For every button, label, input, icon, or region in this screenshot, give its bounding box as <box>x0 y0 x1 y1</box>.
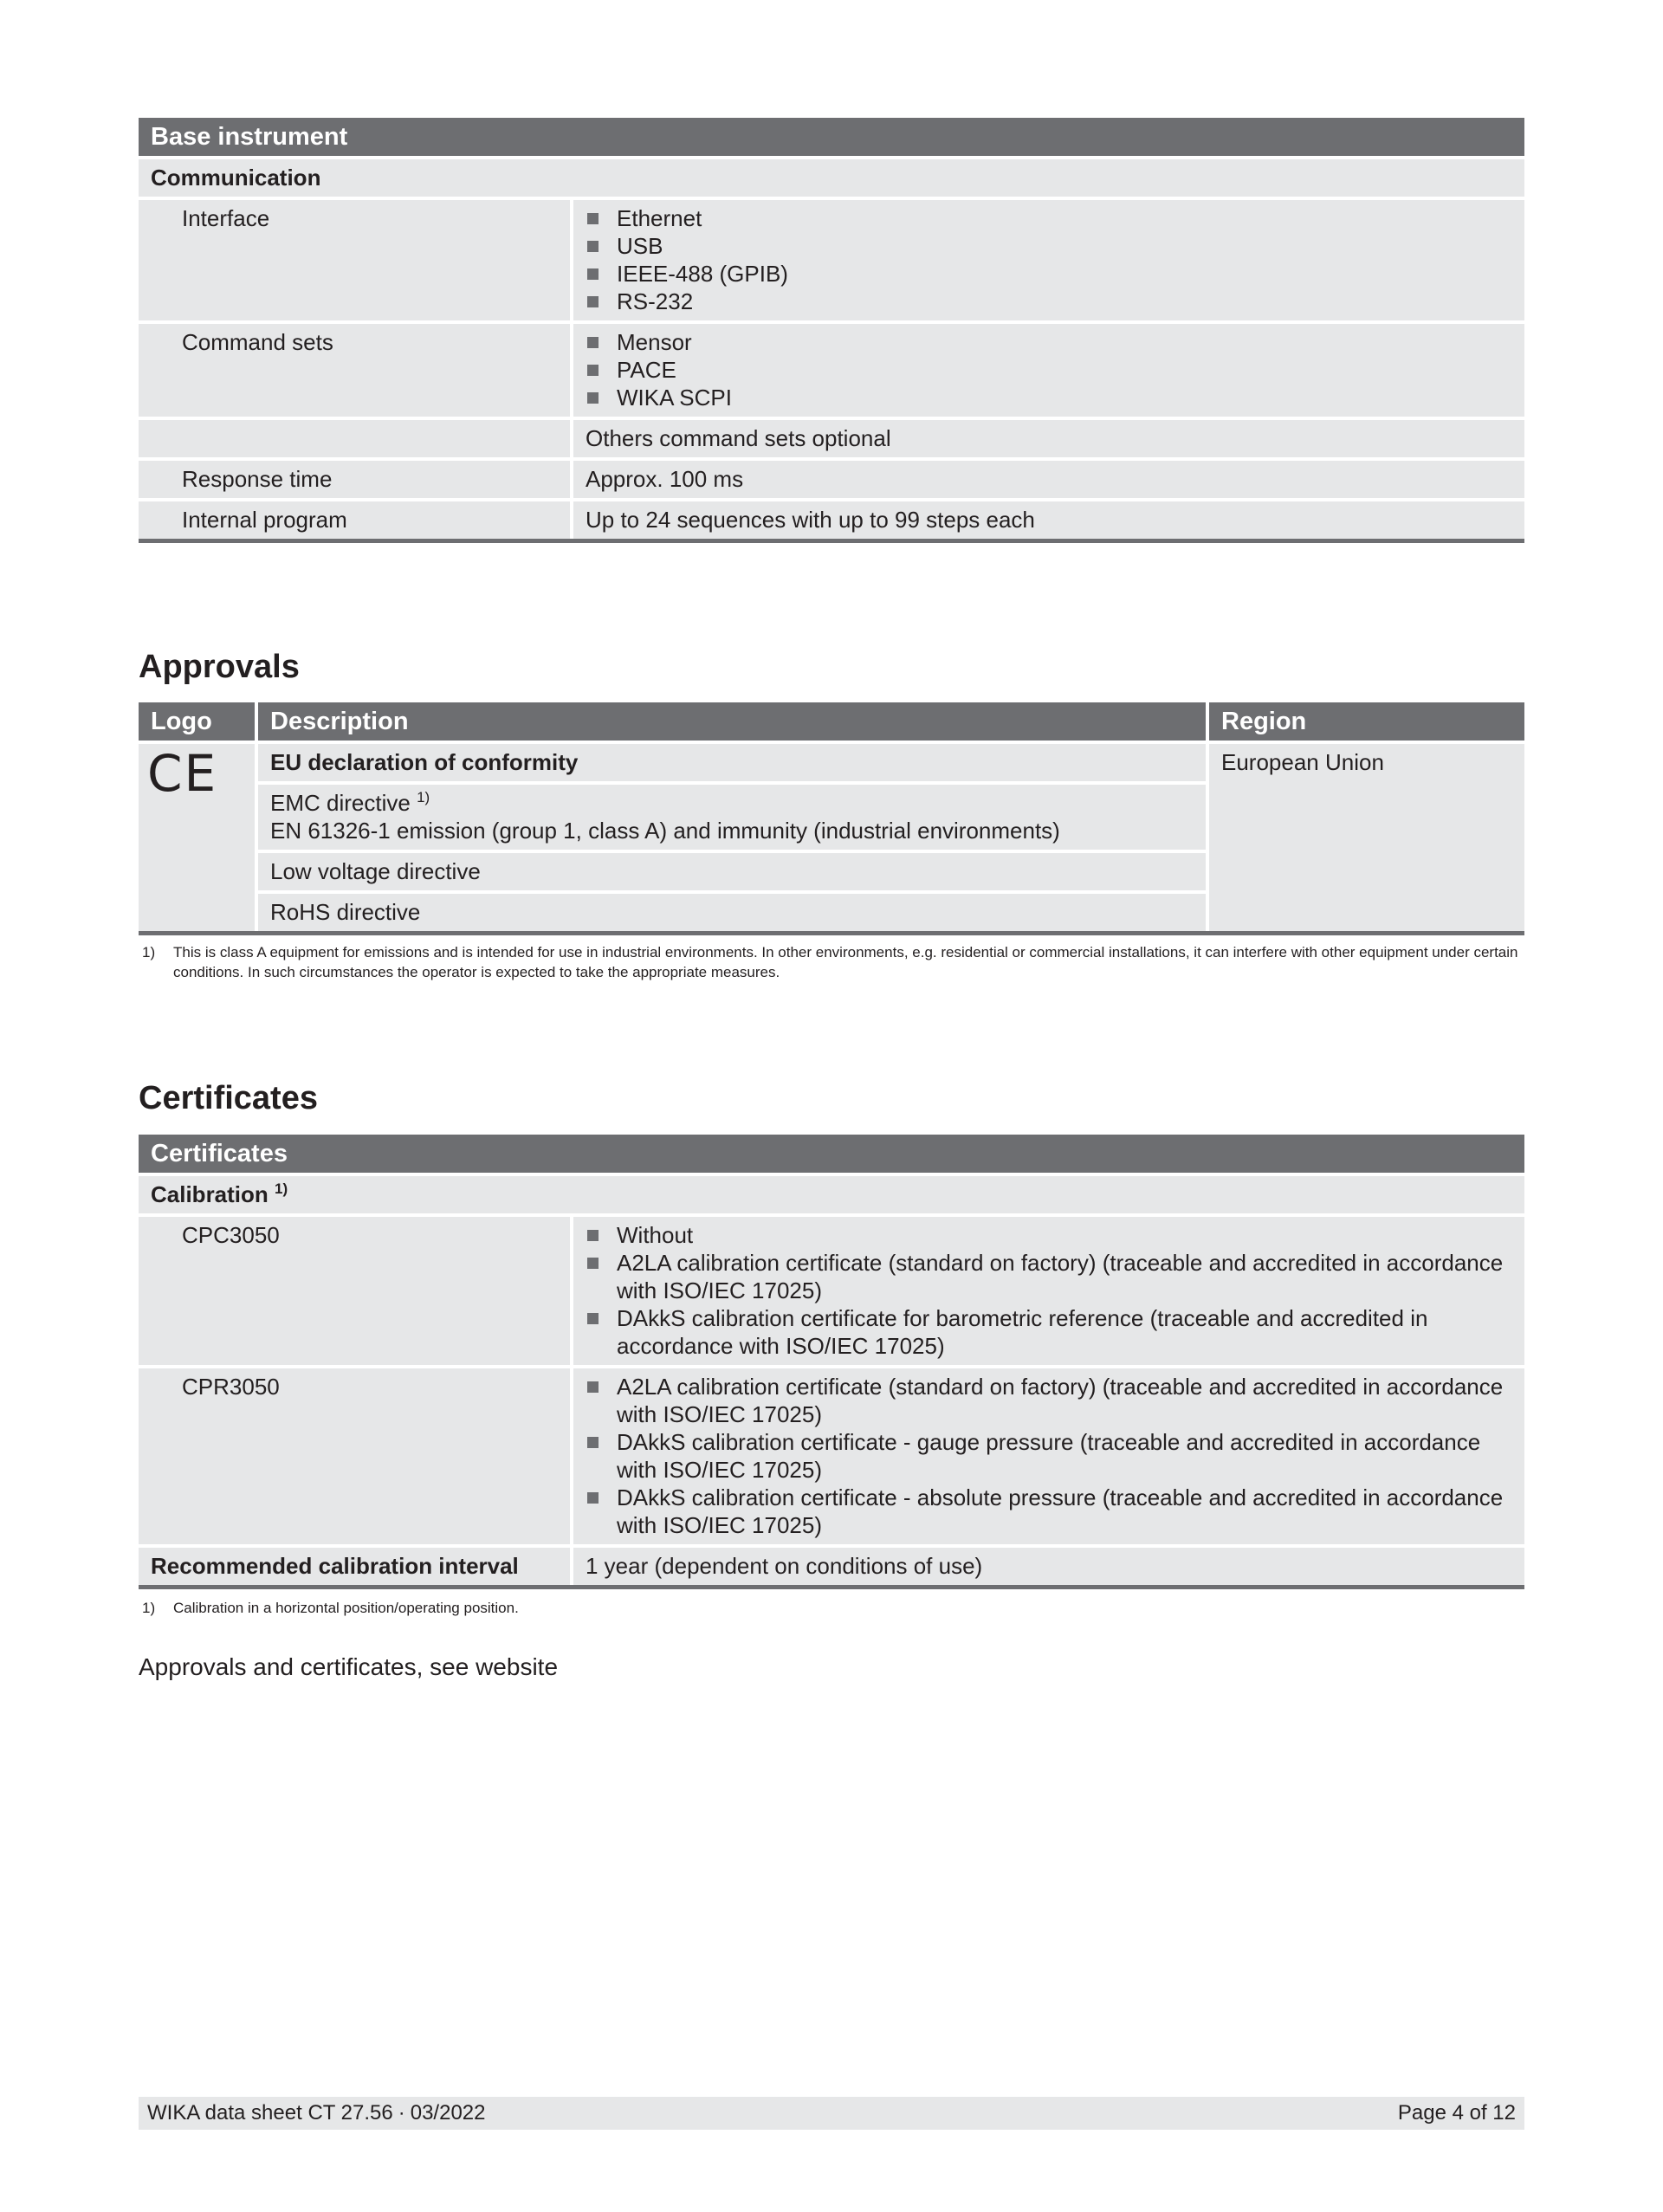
list-item: DAkkS calibration certificate - gauge pressure (traceable and accredited in accordance with ISO/IEC 17025) <box>586 1428 1512 1484</box>
emc-directive: EMC directive $^{1)}$ EN 61326-1 emission (group 1, class A) and immunity (industrial environments) <box>258 785 1206 850</box>
page-footer <box>139 2097 1524 2130</box>
list-item: RS-232 <box>586 288 1512 315</box>
interface-list <box>586 204 1512 315</box>
list-item: WIKA SCPI <box>586 384 1512 411</box>
list-item: IEEE-488 (GPIB) <box>586 260 1512 288</box>
table-row <box>139 1217 1524 1365</box>
table-row <box>139 1368 1524 1544</box>
table-row <box>139 1548 1524 1585</box>
table-header: Certificates <box>139 1135 1524 1173</box>
list-item: USB <box>586 232 1512 260</box>
row-label: Command sets <box>139 324 570 417</box>
list-item: Ethernet <box>586 204 1512 232</box>
table-subheader: Calibration $^{1)}$ <box>139 1176 1524 1213</box>
list-item: DAkkS calibration certificate - absolute pressure (traceable and accredited in accordance with ISO/IEC 17025) <box>586 1484 1512 1539</box>
row-value: Others command sets optional <box>573 420 1524 457</box>
table-row <box>139 501 1524 539</box>
desc-title: EU declaration of conformity <box>258 744 1206 781</box>
list-item: PACE <box>586 356 1512 384</box>
base-instrument-table <box>139 118 1524 543</box>
row-value: Approx. 100 ms <box>573 461 1524 498</box>
region-value: European Union <box>1209 744 1524 931</box>
rohs-directive: RoHS directive <box>258 894 1206 931</box>
col-description-header: Description <box>258 702 1206 741</box>
row-label: Response time <box>139 461 570 498</box>
row-label: Interface <box>139 200 570 320</box>
table-row <box>139 200 1524 320</box>
approvals-footnote: 1) This is class A equipment for emissions and is intended for use in industrial environments. In other environments, e.g. residential or commercial installations, it can interfere with other equipment under certain conditions. In such circumstances the operator is expected to take the appropriate measures. <box>142 944 1518 980</box>
row-value: 1 year (dependent on conditions of use) <box>573 1548 1524 1585</box>
table-row <box>139 461 1524 498</box>
list-item: DAkkS calibration certificate for barometric reference (traceable and accredited in accordance with ISO/IEC 17025) <box>586 1304 1512 1360</box>
table-header: Base instrument <box>139 118 1524 156</box>
certificates-table <box>139 1135 1524 1589</box>
table-subheader: Communication <box>139 159 1524 197</box>
list-item: A2LA calibration certificate (standard on factory) (traceable and accredited in accordance with ISO/IEC 17025) <box>586 1373 1512 1428</box>
row-value: Up to 24 sequences with up to 99 steps each <box>573 501 1524 539</box>
ce-logo <box>139 744 255 931</box>
row-label: CPC3050 <box>139 1217 570 1365</box>
col-logo-header: Logo <box>139 702 255 741</box>
approvals-table <box>139 702 1524 935</box>
low-voltage-directive: Low voltage directive <box>258 853 1206 890</box>
table-row <box>139 324 1524 417</box>
footnote-ref: 1) <box>275 1180 288 1197</box>
table-row <box>139 420 1524 457</box>
command-sets-list <box>586 328 1512 411</box>
col-region-header: Region <box>1209 702 1524 741</box>
approvals-heading: Approvals <box>139 649 300 685</box>
certificates-heading: Certificates <box>139 1080 318 1116</box>
website-note: Approvals and certificates, see website <box>139 1653 559 1680</box>
cpc3050-list <box>586 1221 1512 1360</box>
list-item: Mensor <box>586 328 1512 356</box>
row-label: Recommended calibration interval <box>139 1548 570 1585</box>
list-item: A2LA calibration certificate (standard on factory) (traceable and accredited in accordance with ISO/IEC 17025) <box>586 1249 1512 1304</box>
row-label: CPR3050 <box>139 1368 570 1544</box>
cpr3050-list <box>586 1373 1512 1539</box>
certificates-footnote: 1) Calibration in a horizontal position/operating position. <box>142 1600 519 1616</box>
ce-mark-icon: CE <box>147 744 218 803</box>
page-number: Page 4 of 12 <box>1397 2101 1516 2125</box>
footnote-ref: 1) <box>417 789 430 805</box>
footer-doc-id: WIKA data sheet CT 27.56 ∙ 03/2022 <box>147 2101 486 2125</box>
list-item: Without <box>586 1221 1512 1249</box>
row-label: Internal program <box>139 501 570 539</box>
